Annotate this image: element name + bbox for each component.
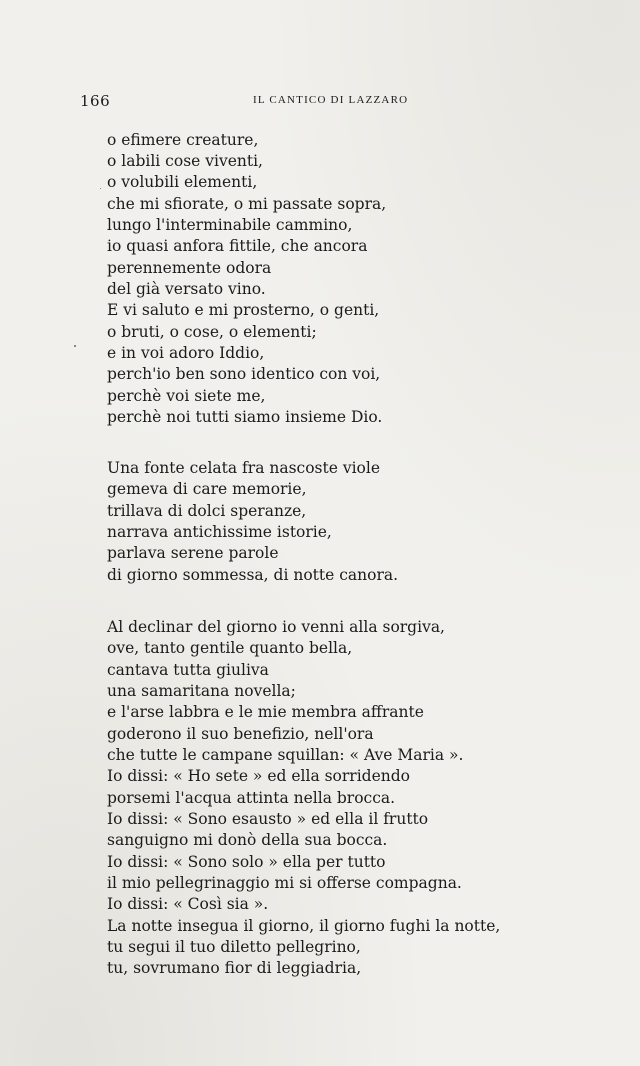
poem-line: perchè noi tutti siamo insieme Dio.: [107, 408, 383, 426]
poem-line: gemeva di care memorie,: [107, 480, 307, 498]
poem-line: io quasi anfora fittile, che ancora: [107, 237, 368, 255]
poem-line: o bruti, o cose, o elementi;: [107, 323, 317, 341]
poem-line: che tutte le campane squillan: « Ave Maria ».: [107, 746, 464, 764]
poem-line: una samaritana novella;: [107, 682, 296, 700]
poem-line: il mio pellegrinaggio mi si offerse compagna.: [107, 874, 462, 892]
poem-line: trillava di dolci speranze,: [107, 502, 307, 520]
running-head: [0, 92, 640, 112]
print-speck: [74, 345, 76, 347]
poem-line: goderono il suo benefizio, nell'ora: [107, 725, 374, 743]
print-speck: [100, 188, 101, 189]
poem-line: o labili cose viventi,: [107, 152, 263, 170]
poem-line: perchè voi siete me,: [107, 387, 266, 405]
poem-line: Io dissi: « Ho sete » ed ella sorridendo: [107, 767, 410, 785]
poem-line: e l'arse labbra e le mie membra affrante: [107, 703, 424, 721]
poem-line: Al declinar del giorno io venni alla sorgiva,: [107, 618, 445, 636]
poem-line: porsemi l'acqua attinta nella brocca.: [107, 789, 396, 807]
poem-line: perennemente odora: [107, 259, 272, 277]
poem-line: cantava tutta giuliva: [107, 661, 269, 679]
poem-line: parlava serene parole: [107, 544, 279, 562]
poem-line: o volubili elementi,: [107, 173, 258, 191]
poem-line: La notte insegua il giorno, il giorno fughi la notte,: [107, 917, 501, 935]
poem-line: narrava antichissime istorie,: [107, 523, 332, 541]
poem-line: di giorno sommessa, di notte canora.: [107, 566, 399, 584]
page-number: 166: [80, 92, 111, 110]
running-title: IL CANTICO DI LAZZARO: [253, 94, 409, 106]
poem-line: E vi saluto e mi prosterno, o genti,: [107, 301, 380, 319]
poem-line: tu, sovrumano fior di leggiadria,: [107, 959, 362, 977]
poem-line: Io dissi: « Sono solo » ella per tutto: [107, 853, 386, 871]
poem-line: Io dissi: « Sono esausto » ed ella il frutto: [107, 810, 429, 828]
poem-line: ove, tanto gentile quanto bella,: [107, 639, 353, 657]
poem-line: Io dissi: « Così sia ».: [107, 895, 269, 913]
poem-line: perch'io ben sono identico con voi,: [107, 365, 381, 383]
poem-line: sanguigno mi donò della sua bocca.: [107, 831, 388, 849]
poem-line: e in voi adoro Iddio,: [107, 344, 265, 362]
poem-line: Una fonte celata fra nascoste viole: [107, 459, 381, 477]
poem-line: tu segui il tuo diletto pellegrino,: [107, 938, 361, 956]
poem-line: o efimere creature,: [107, 131, 259, 149]
poem-line: che mi sfiorate, o mi passate sopra,: [107, 195, 387, 213]
poem-line: del già versato vino.: [107, 280, 266, 298]
poem-line: lungo l'interminabile cammino,: [107, 216, 353, 234]
